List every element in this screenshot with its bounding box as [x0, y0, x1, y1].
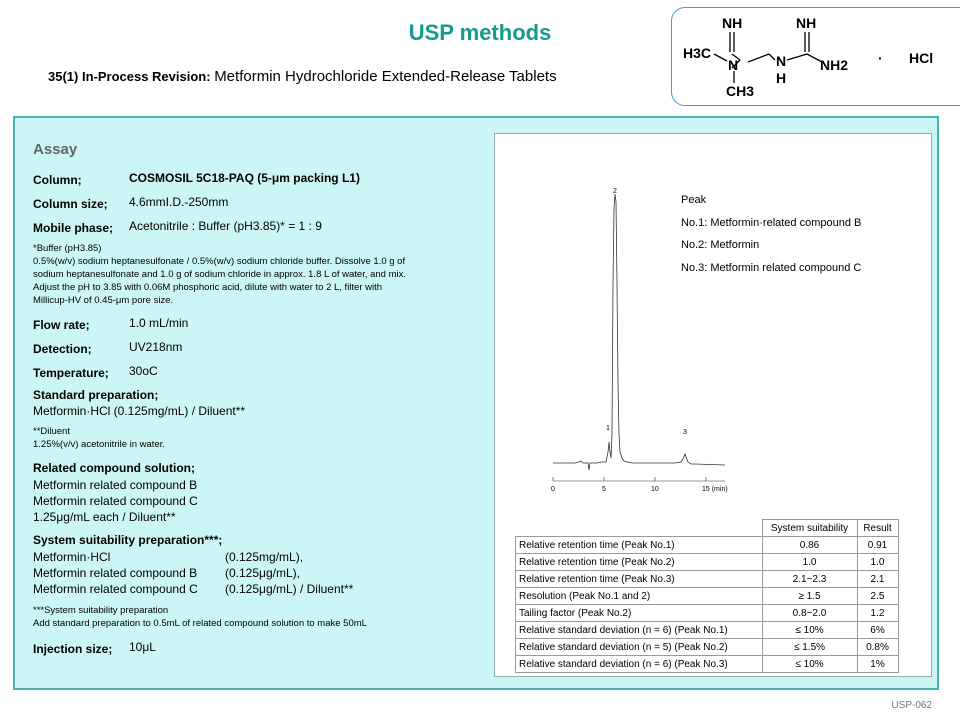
mobile-phase-row [33, 219, 322, 237]
chromatogram-figure [494, 133, 932, 677]
table-header-row [516, 520, 899, 537]
suitability-note-line: ***System suitability preparation [33, 605, 169, 616]
suitability-note [33, 604, 367, 630]
table-cell: 1.0 [762, 554, 857, 571]
page-subtitle [48, 68, 557, 85]
column-value: COSMOSIL 5C18-PAQ (5-μm packing L1) [129, 171, 360, 185]
peak-legend-title: Peak [681, 194, 707, 206]
table-cell: 1.2 [857, 605, 898, 622]
buffer-note-line: Adjust the pH to 3.85 with 0.06M phosphoric acid, dilute with water to 2 L, filter with [33, 282, 383, 293]
table-cell: 2.5 [857, 588, 898, 605]
x-tick-label: 0 [551, 486, 555, 493]
n-right-label: N [776, 53, 787, 69]
suitability-label: System suitability preparation***; [33, 533, 223, 547]
peak-legend-item: No.1: Metformin·related compound B [681, 217, 862, 229]
related-line: Metformin related compound B [33, 478, 198, 492]
table-row [516, 605, 899, 622]
buffer-note-line: sodium heptanesulfonate and 1.0 g of sodium chloride in approx. 1.8 L of water, and mix. [33, 269, 407, 280]
column-size-row [33, 195, 229, 213]
table-cell: ≤ 10% [762, 622, 857, 639]
x-tick-label: 10 [651, 486, 659, 493]
nh-left-label: NH [722, 15, 743, 31]
temperature-value: 30oC [129, 364, 158, 378]
suitability-conc: (0.125mg/mL), [225, 550, 304, 564]
diluent-note-line: **Diluent [33, 426, 70, 437]
table-cell: 0.8~2.0 [762, 605, 857, 622]
diluent-note [33, 425, 165, 451]
suitability-row [33, 565, 300, 581]
suitability-list [33, 549, 354, 597]
peak-label-3: 3 [683, 429, 687, 436]
table-cell: Relative standard deviation (n = 5) (Peak No.2) [516, 639, 763, 656]
flow-rate-value: 1.0 mL/min [129, 316, 189, 330]
assay-panel [13, 116, 939, 690]
table-header: Result [857, 520, 898, 537]
metformin-structure-drawing [672, 8, 960, 105]
injection-row [33, 640, 156, 658]
flow-rate-row [33, 316, 189, 334]
related-label: Related compound solution; [33, 461, 195, 475]
related-lines [33, 477, 198, 525]
table-row [516, 639, 899, 656]
table-cell: Resolution (Peak No.1 and 2) [516, 588, 763, 605]
related-line: 1.25μg/mL each / Diluent** [33, 510, 176, 524]
h-bottom-label: H [776, 70, 787, 86]
table-cell: 2.1 [857, 571, 898, 588]
table-cell: 2.1~2.3 [762, 571, 857, 588]
suitability-note-line: Add standard preparation to 0.5mL of related compound solution to make 50mL [33, 618, 367, 629]
table-header: System suitability [762, 520, 857, 537]
suitability-row [33, 549, 304, 565]
table-row [516, 554, 899, 571]
n-left-label: N [728, 57, 739, 73]
table-row [516, 622, 899, 639]
detection-label: Detection; [33, 342, 92, 356]
chromatogram [495, 134, 931, 514]
system-suitability-table [515, 519, 899, 673]
injection-value: 10μL [129, 640, 156, 654]
flow-rate-label: Flow rate; [33, 318, 90, 332]
related-line: Metformin related compound C [33, 494, 198, 508]
column-row [33, 171, 360, 189]
peak-label-2: 2 [613, 188, 617, 195]
mobile-phase-label: Mobile phase; [33, 221, 114, 235]
suitability-name: Metformin·HCl [33, 550, 111, 564]
column-size-value: 4.6mmI.D.-250mm [129, 195, 229, 209]
table-cell: ≥ 1.5 [762, 588, 857, 605]
page-title: USP methods [408, 20, 552, 45]
buffer-note-line: 0.5%(w/v) sodium heptanesulfonate / 0.5%(w/v) sodium chloride buffer. Dissolve 1.0 g of [33, 256, 406, 267]
table-cell: ≤ 1.5% [762, 639, 857, 656]
product-name: Metformin Hydrochloride Extended-Release Tablets [214, 68, 557, 85]
diluent-note-line: 1.25%(v/v) acetonitrile in water. [33, 439, 166, 450]
x-tick-label: 5 [602, 486, 606, 493]
salt-dot: · [878, 50, 883, 66]
table-cell: 1.0 [857, 554, 898, 571]
nh2-label: NH2 [820, 57, 849, 73]
chromatogram-trace [553, 194, 725, 470]
suitability-conc: (0.125μg/mL), [225, 566, 300, 580]
table-cell: ≤ 10% [762, 656, 857, 673]
mobile-phase-value: Acetonitrile : Buffer (pH3.85)* = 1 : 9 [129, 219, 322, 233]
column-size-label: Column size; [33, 197, 108, 211]
buffer-note-line: Millicup-HV of 0.45-μm pore size. [33, 295, 174, 306]
table-row [516, 537, 899, 554]
table-row [516, 656, 899, 673]
detection-row [33, 340, 183, 358]
table-row [516, 588, 899, 605]
table-cell: 6% [857, 622, 898, 639]
buffer-note [33, 242, 406, 307]
standard-value: Metformin·HCl (0.125mg/mL) / Diluent** [33, 404, 246, 418]
standard-label: Standard preparation; [33, 388, 159, 402]
table-header-blank [516, 520, 763, 537]
x-tick-label: 15 (min) [702, 486, 728, 493]
chemical-structure [671, 7, 960, 106]
table-cell: Relative standard deviation (n = 6) (Peak No.3) [516, 656, 763, 673]
document-code: USP-062 [891, 700, 932, 711]
table-cell: Tailing factor (Peak No.2) [516, 605, 763, 622]
h3c-label: H3C [683, 45, 712, 61]
ch3-label: CH3 [726, 83, 755, 99]
table-cell: Relative retention time (Peak No.3) [516, 571, 763, 588]
table-cell: Relative retention time (Peak No.1) [516, 537, 763, 554]
table-cell: 0.86 [762, 537, 857, 554]
injection-label: Injection size; [33, 642, 113, 656]
detection-value: UV218nm [129, 340, 183, 354]
peak-legend-item: No.3: Metformin related compound C [681, 262, 862, 274]
hcl-label: HCl [909, 50, 934, 66]
revision-label: 35(1) In-Process Revision: [48, 69, 211, 84]
suitability-row [33, 581, 354, 597]
table-cell: 1% [857, 656, 898, 673]
assay-heading: Assay [33, 141, 78, 158]
buffer-note-line: *Buffer (pH3.85) [33, 243, 102, 254]
table-cell: 0.8% [857, 639, 898, 656]
table-row [516, 571, 899, 588]
temperature-row [33, 364, 158, 382]
peak-label-1: 1 [606, 425, 610, 432]
suitability-name: Metformin related compound C [33, 582, 198, 596]
suitability-conc: (0.125μg/mL) / Diluent** [225, 582, 354, 596]
table-cell: 0.91 [857, 537, 898, 554]
nh-right-label: NH [796, 15, 817, 31]
table-cell: Relative standard deviation (n = 6) (Peak No.1) [516, 622, 763, 639]
temperature-label: Temperature; [33, 366, 109, 380]
peak-legend-item: No.2: Metformin [681, 239, 760, 251]
suitability-name: Metformin related compound B [33, 566, 198, 580]
table-cell: Relative retention time (Peak No.2) [516, 554, 763, 571]
column-label: Column; [33, 173, 82, 187]
